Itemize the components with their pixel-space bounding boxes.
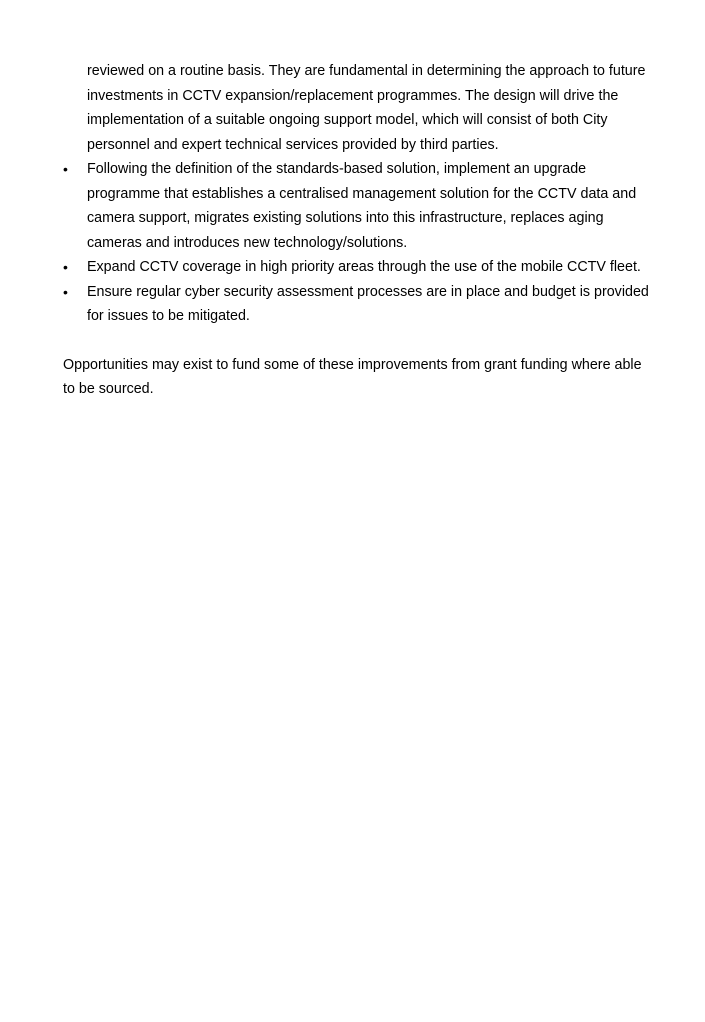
bullet-icon: • xyxy=(63,161,68,177)
bullet-text: Ensure regular cyber security assessment processes are in place and budget is provided for issues to be mitigated. xyxy=(87,283,649,324)
bullet-list xyxy=(63,157,653,329)
document-body xyxy=(63,59,653,402)
closing-paragraph: Opportunities may exist to fund some of these improvements from grant funding where able to be sourced. xyxy=(63,356,642,397)
bullet-text: Expand CCTV coverage in high priority areas through the use of the mobile CCTV fleet. xyxy=(87,259,641,275)
bullet-icon: • xyxy=(63,259,68,275)
bullet-item-cyber-security xyxy=(63,280,653,329)
bullet-icon: • xyxy=(63,283,68,300)
bullet-item-upgrade-programme xyxy=(63,157,653,255)
bullet-item-expand-coverage xyxy=(63,255,653,280)
bullet-text: Following the definition of the standards-based solution, implement an upgrade programme that establishes a centralised management solution for the CCTV data and camera support, migrates existing solutions into this infrastructure, replaces aging cameras and introduces new technology/solutions. xyxy=(87,161,637,251)
continued-bullet-text: reviewed on a routine basis. They are fundamental in determining the approach to future investments in CCTV expansion/replacement programmes. The design will drive the implementation of a suitable ongoing support model, which will consist of both City personnel and expert technical services provided by third parties. xyxy=(87,63,646,153)
